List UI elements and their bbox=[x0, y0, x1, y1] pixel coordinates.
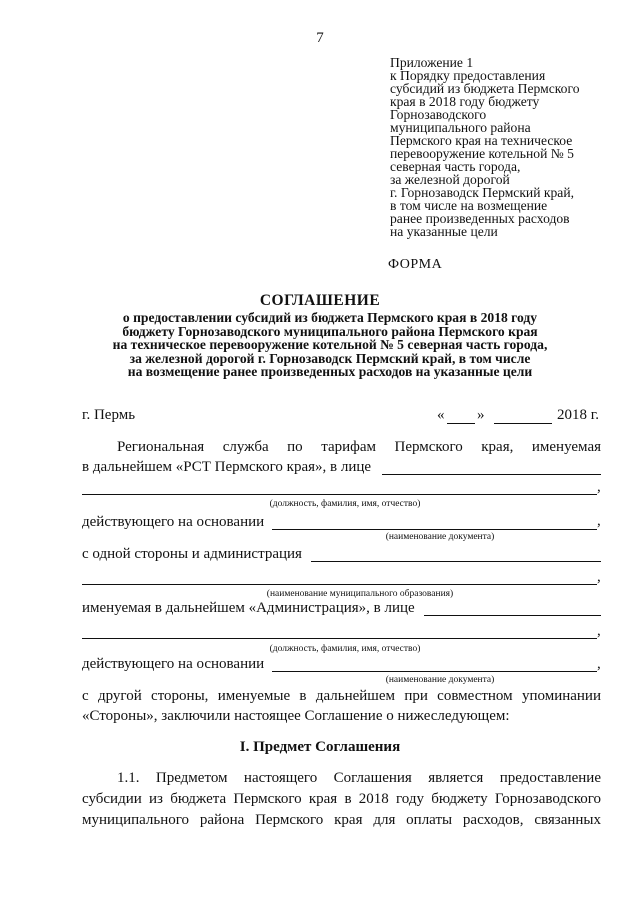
party1-representative-blank[interactable] bbox=[382, 474, 601, 475]
appendix-line: перевооружение котельной № 5 bbox=[390, 146, 574, 161]
subtitle-line: о предоставлении субсидий из бюджета Пермского края в 2018 году bbox=[122, 310, 538, 325]
appendix-line: Приложение 1 bbox=[390, 55, 474, 70]
caption-document: (наименование документа) bbox=[385, 532, 495, 542]
page-number: 7 bbox=[316, 30, 324, 46]
party1-basis-blank[interactable] bbox=[272, 529, 597, 530]
party1-line1: Региональная служба по тарифам Пермского края, именуемая bbox=[117, 439, 601, 455]
agreement-subtitle bbox=[70, 311, 590, 379]
clause-line3: муниципального района Пермского края для оплаты расходов, связанных bbox=[82, 812, 601, 828]
subtitle-line: на техническое перевооружение котельной № 5 северная часть города, bbox=[112, 337, 548, 352]
clause-line1: 1.1. Предметом настоящего Соглашения является предоставление bbox=[117, 770, 601, 786]
one-side-admin: с одной стороны и администрация bbox=[82, 546, 302, 562]
date-open-quote: « bbox=[437, 407, 445, 423]
caption-municipality: (наименование муниципального образования) bbox=[266, 589, 454, 599]
subtitle-line: на возмещение ранее произведенных расходов на указанные цели bbox=[127, 364, 533, 379]
appendix-reference bbox=[390, 56, 630, 238]
closing-line2: «Стороны», заключили настоящее Соглашение о нижеследующем: bbox=[82, 708, 510, 724]
party1-line2: в дальнейшем «РСТ Пермского края», в лице bbox=[82, 459, 372, 475]
appendix-line: Пермского края на техническое bbox=[390, 133, 573, 148]
admin-basis-blank[interactable] bbox=[272, 671, 597, 672]
admin-name-blank[interactable] bbox=[311, 561, 601, 562]
appendix-line: субсидий из бюджета Пермского bbox=[390, 81, 580, 96]
place-label: г. Пермь bbox=[82, 407, 136, 423]
appendix-line: г. Горнозаводск Пермский край, bbox=[390, 185, 574, 200]
date-day-blank[interactable] bbox=[447, 423, 475, 424]
closing-line1: с другой стороны, именуемые в дальнейшем при совместном упоминании bbox=[82, 688, 601, 704]
caption-position-name: (должность, фамилия, имя, отчество) bbox=[269, 499, 421, 509]
admin-position-blank[interactable] bbox=[82, 638, 597, 639]
comma: , bbox=[597, 479, 601, 495]
date-close-quote: » bbox=[477, 407, 485, 423]
admin-acting-basis: действующего на основании bbox=[82, 656, 265, 672]
admin-named: именуемая в дальнейшем «Администрация», в лице bbox=[82, 600, 415, 616]
appendix-line: в том числе на возмещение bbox=[390, 198, 548, 213]
caption-position-name: (должность, фамилия, имя, отчество) bbox=[269, 644, 421, 654]
appendix-line: края в 2018 году бюджету bbox=[390, 94, 540, 109]
admin-name-blank-2[interactable] bbox=[82, 584, 597, 585]
appendix-line: за железной дорогой bbox=[390, 172, 510, 187]
subtitle-line: за железной дорогой г. Горнозаводск Пермский край, в том числе bbox=[129, 350, 531, 366]
appendix-line: к Порядку предоставления bbox=[390, 68, 546, 83]
agreement-title: СОГЛАШЕНИЕ bbox=[259, 292, 381, 309]
appendix-line: на указанные цели bbox=[390, 224, 498, 239]
party1-acting-basis: действующего на основании bbox=[82, 514, 265, 530]
comma: , bbox=[597, 656, 601, 672]
date-month-blank[interactable] bbox=[494, 423, 552, 424]
admin-representative-blank[interactable] bbox=[424, 615, 601, 616]
subtitle-line: бюджету Горнозаводского муниципального района Пермского края bbox=[122, 323, 538, 339]
party1-position-blank[interactable] bbox=[82, 494, 597, 495]
comma: , bbox=[597, 513, 601, 529]
date-year: 2018 г. bbox=[557, 407, 599, 423]
appendix-line: муниципального района bbox=[390, 120, 531, 135]
section1-heading: I. Предмет Соглашения bbox=[239, 739, 401, 755]
clause-line2: субсидии из бюджета Пермского края в 2018 году бюджету Горнозаводского bbox=[82, 791, 601, 807]
form-label: ФОРМА bbox=[388, 257, 443, 272]
appendix-line: Горнозаводского bbox=[390, 107, 487, 122]
caption-document: (наименование документа) bbox=[385, 675, 495, 685]
comma: , bbox=[597, 623, 601, 639]
appendix-line: северная часть города, bbox=[390, 159, 521, 174]
comma: , bbox=[597, 569, 601, 585]
appendix-line: ранее произведенных расходов bbox=[390, 211, 570, 226]
